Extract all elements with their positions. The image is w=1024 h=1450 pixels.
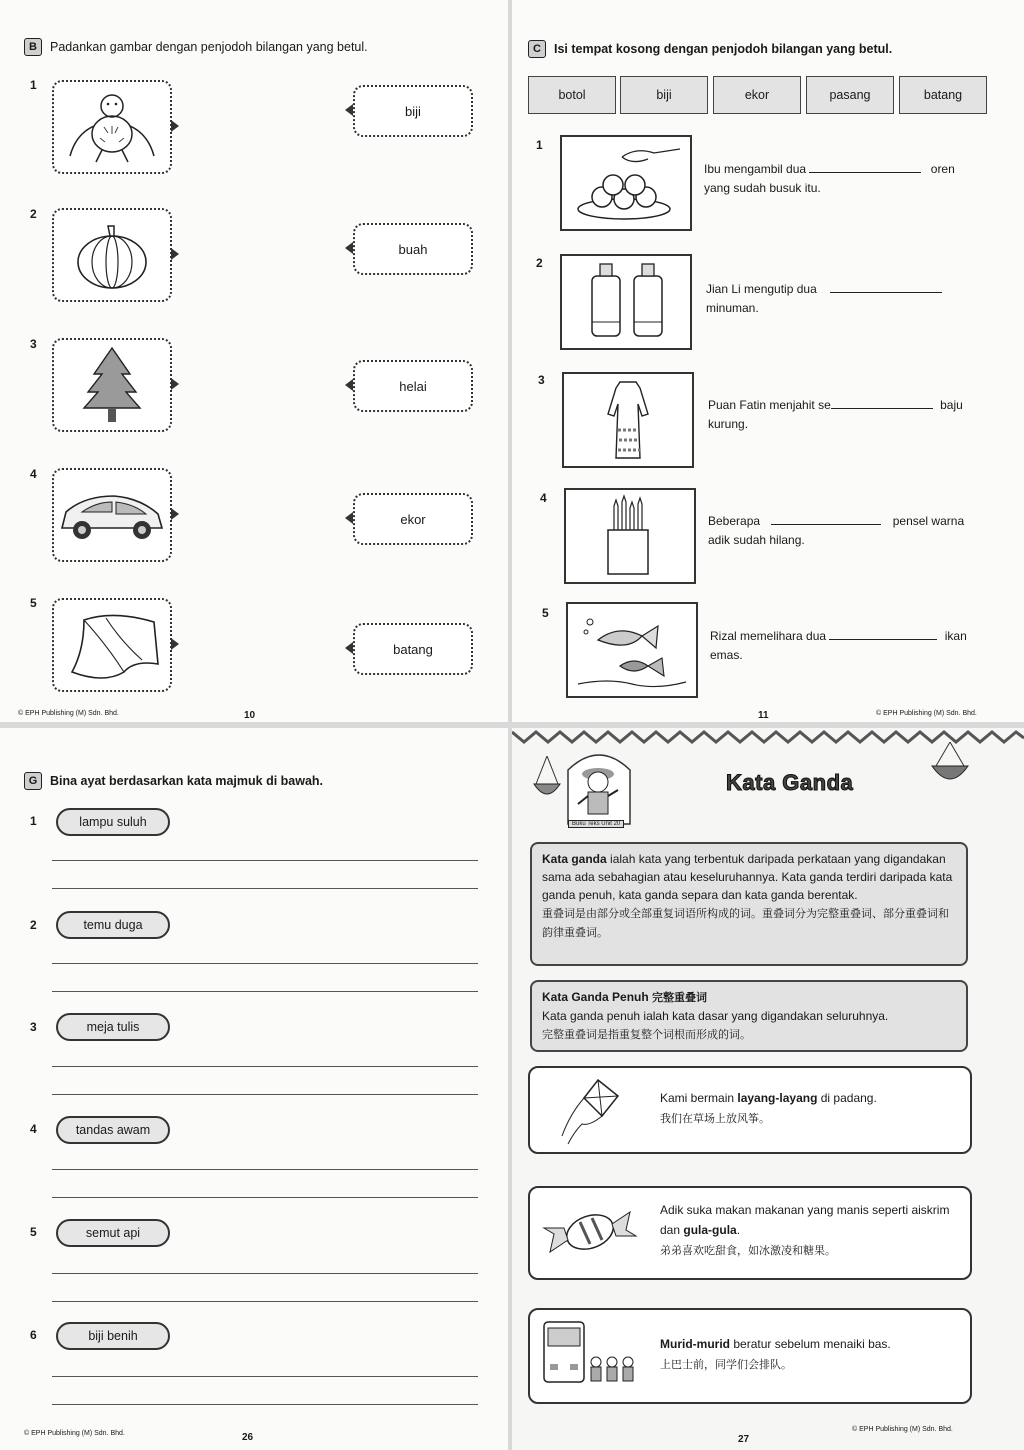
word-buah[interactable]: buah — [353, 223, 473, 275]
full-text: Kata ganda penuh ialah kata dasar yang digandakan seluruhnya. — [542, 1009, 889, 1023]
writing-line[interactable] — [52, 1376, 478, 1377]
question-image — [560, 254, 692, 350]
question-image — [564, 488, 696, 584]
word-ekor[interactable]: ekor — [353, 493, 473, 545]
sentence-pre: Kami bermain — [660, 1091, 735, 1105]
sentence-bold: layang-layang — [737, 1091, 818, 1105]
picture-tree[interactable] — [52, 338, 172, 432]
item-number: 1 — [30, 78, 37, 92]
item-number: 3 — [30, 1020, 37, 1034]
answer-blank[interactable] — [771, 512, 881, 525]
full-reduplication-box — [530, 980, 968, 1052]
sentence-post: . — [736, 1223, 741, 1237]
page-number: 26 — [242, 1432, 254, 1443]
item-number: 1 — [30, 814, 37, 828]
item-number: 2 — [30, 207, 37, 221]
example-sentence — [660, 1200, 960, 1261]
page-27 — [512, 728, 1024, 1450]
example-card — [528, 1308, 972, 1404]
question-number: 3 — [538, 373, 545, 387]
goldfish-icon — [568, 604, 696, 696]
text-after: pensel warna — [892, 514, 965, 528]
writing-line[interactable] — [52, 1197, 478, 1198]
compound-word: temu duga — [56, 911, 170, 939]
text-after: baju — [940, 398, 963, 412]
question-text — [710, 627, 995, 665]
compound-word: biji benih — [56, 1322, 170, 1350]
question-image — [562, 372, 694, 468]
picture-pumpkin[interactable] — [52, 208, 172, 302]
section-b-heading — [24, 38, 368, 56]
sentence-chinese: 上巴士前，同学们会排队。 — [660, 1358, 792, 1371]
question-text — [708, 396, 993, 434]
question-text — [708, 512, 993, 550]
page-11 — [512, 0, 1024, 722]
writing-line[interactable] — [52, 888, 478, 889]
car-icon — [54, 470, 170, 560]
question-text — [706, 280, 991, 318]
pencils-icon — [566, 490, 694, 582]
hanging-basket-icon — [532, 756, 562, 806]
answer-blank[interactable] — [830, 280, 942, 293]
compound-word: meja tulis — [56, 1013, 170, 1041]
full-heading: Kata Ganda Penuh — [542, 990, 649, 1004]
definition-chinese: 重叠词是由部分或全部重复词语所构成的词。重叠词分为完整重叠词、部分重叠词和韵律重叠词。 — [542, 907, 949, 939]
answer-blank[interactable] — [809, 160, 921, 173]
bottles-icon — [562, 256, 690, 348]
word-helai[interactable]: helai — [353, 360, 473, 412]
item-number: 4 — [30, 467, 37, 481]
text-line2: kurung. — [708, 417, 749, 431]
word-batang[interactable]: batang — [353, 623, 473, 675]
writing-line[interactable] — [52, 963, 478, 964]
full-heading-chinese: 完整重叠词 — [652, 991, 708, 1004]
instruction: Isi tempat kosong dengan penjodoh bilangan yang betul. — [554, 42, 893, 56]
footer: © EPH Publishing (M) Sdn. Bhd. — [24, 1430, 125, 1437]
footer: © EPH Publishing (M) Sdn. Bhd. — [18, 710, 119, 717]
text-before: Puan Fatin menjahit se — [708, 398, 831, 412]
section-letter: B — [24, 38, 42, 56]
writing-line[interactable] — [52, 991, 478, 992]
pumpkin-icon — [54, 210, 170, 300]
page-10 — [0, 0, 508, 722]
oranges-icon — [562, 137, 690, 229]
orangutan-icon — [54, 82, 170, 172]
page-number: 11 — [758, 710, 769, 721]
writing-line[interactable] — [52, 1273, 478, 1274]
sentence-pre: Adik suka makan makanan yang manis seperti aiskrim dan — [660, 1203, 950, 1237]
text-line2: adik sudah hilang. — [708, 533, 805, 547]
footer: © EPH Publishing (M) Sdn. Bhd. — [876, 710, 977, 717]
writing-line[interactable] — [52, 1094, 478, 1095]
section-letter: G — [24, 772, 42, 790]
word-biji[interactable]: biji — [353, 85, 473, 137]
instruction: Bina ayat berdasarkan kata majmuk di bawah. — [50, 774, 324, 788]
section-g-heading — [24, 772, 323, 790]
writing-line[interactable] — [52, 1301, 478, 1302]
text-before: Beberapa — [708, 514, 761, 528]
text-before: Rizal memelihara dua — [710, 629, 827, 643]
baju-kurung-icon — [564, 374, 692, 466]
example-sentence — [660, 1334, 960, 1375]
word-bank-botol: botol — [528, 76, 616, 114]
picture-car[interactable] — [52, 468, 172, 562]
candy-icon — [540, 1194, 640, 1266]
word-bank-pasang: pasang — [806, 76, 894, 114]
student-mascot-icon — [564, 746, 634, 826]
page-number: 10 — [244, 710, 256, 721]
example-card — [528, 1066, 972, 1154]
sentence-bold: gula-gula — [683, 1223, 737, 1237]
compound-word: semut api — [56, 1219, 170, 1247]
item-number: 4 — [30, 1122, 37, 1136]
example-card — [528, 1186, 972, 1280]
compound-word: tandas awam — [56, 1116, 170, 1144]
word-bank-ekor: ekor — [713, 76, 801, 114]
picture-orangutan[interactable] — [52, 80, 172, 174]
question-image — [566, 602, 698, 698]
text-line2: emas. — [710, 648, 743, 662]
tree-icon — [54, 340, 170, 430]
question-number: 5 — [542, 606, 549, 620]
page-title: Kata Ganda — [726, 770, 854, 795]
sentence-chinese: 我们在草场上放风筝。 — [660, 1112, 770, 1125]
writing-line[interactable] — [52, 1404, 478, 1405]
badge: Buku Teks Unit 20 — [568, 820, 624, 828]
text-line2: minuman. — [706, 301, 759, 315]
question-number: 2 — [536, 256, 543, 270]
item-number: 5 — [30, 1225, 37, 1239]
writing-line[interactable] — [52, 1169, 478, 1170]
picture-cloth[interactable] — [52, 598, 172, 692]
full-chinese: 完整重叠词是指重复整个词根而形成的词。 — [542, 1028, 751, 1041]
cloth-icon — [54, 600, 170, 690]
question-number: 4 — [540, 491, 547, 505]
item-number: 5 — [30, 596, 37, 610]
example-sentence — [660, 1088, 960, 1129]
writing-line[interactable] — [52, 1066, 478, 1067]
section-c-heading — [528, 40, 892, 58]
compound-word: lampu suluh — [56, 808, 170, 836]
word-bank-batang: batang — [899, 76, 987, 114]
question-text — [704, 160, 989, 198]
section-letter: C — [528, 40, 546, 58]
definition-text: ialah kata yang terbentuk daripada perkataan yang digandakan sama ada sebahagian atau keseluruhannya. Kata ganda terdiri daripada kata ganda penuh, kata ganda separa dan kata ganda berentak. — [542, 852, 953, 902]
text-after: ikan — [944, 629, 967, 643]
bus-icon — [540, 1316, 640, 1388]
text-before: Jian Li mengutip dua — [706, 282, 817, 296]
definition-box — [530, 842, 968, 966]
kite-icon — [540, 1074, 640, 1146]
page-number: 27 — [738, 1434, 750, 1445]
text-line2: yang sudah busuk itu. — [704, 181, 821, 195]
item-number: 6 — [30, 1328, 37, 1342]
word-bank-biji: biji — [620, 76, 708, 114]
text-after: oren — [930, 162, 955, 176]
item-number: 3 — [30, 337, 37, 351]
sentence-post: di padang. — [820, 1091, 877, 1105]
question-number: 1 — [536, 138, 543, 152]
definition-term: Kata ganda — [542, 852, 607, 866]
text-before: Ibu mengambil dua — [704, 162, 807, 176]
answer-blank[interactable] — [831, 396, 933, 409]
instruction: Padankan gambar dengan penjodoh bilangan yang betul. — [50, 40, 368, 54]
sentence-bold: Murid-murid — [660, 1337, 730, 1351]
page-26 — [0, 728, 508, 1450]
sentence-post: beratur sebelum menaiki bas. — [733, 1337, 891, 1351]
sentence-chinese: 弟弟喜欢吃甜食，如冰激凌和糖果。 — [660, 1244, 836, 1257]
item-number: 2 — [30, 918, 37, 932]
answer-blank[interactable] — [829, 627, 937, 640]
writing-line[interactable] — [52, 860, 478, 861]
question-image — [560, 135, 692, 231]
footer: © EPH Publishing (M) Sdn. Bhd. — [852, 1426, 953, 1433]
hanging-basket-icon — [930, 742, 970, 788]
